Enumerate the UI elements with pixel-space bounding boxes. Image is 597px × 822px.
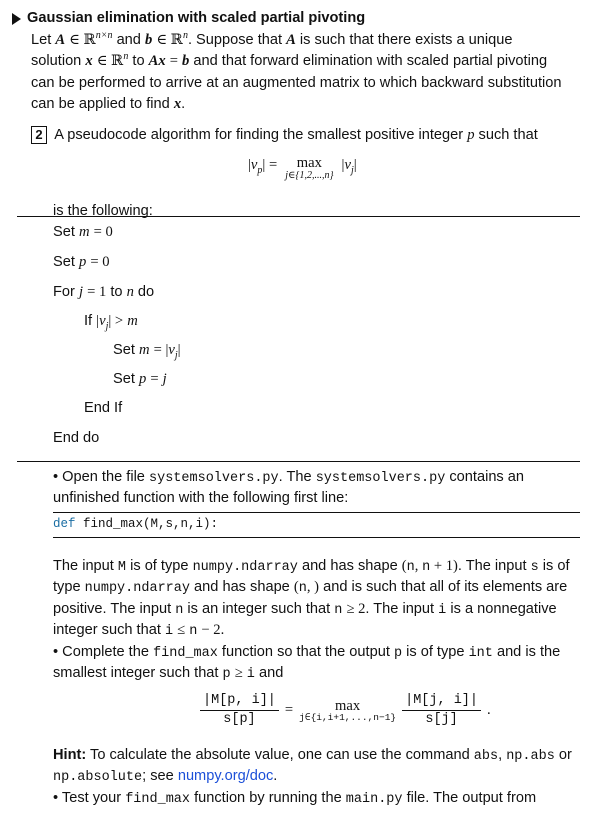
exercise-line: 2 A pseudocode algorithm for finding the smallest positive integer p such that xyxy=(31,125,581,147)
input-desc-1: The input M is of type numpy.ndarray and has shape (n, n + 1). The input s is of xyxy=(53,558,570,575)
intro-line-1: Let A ∈ ℝ$^{n\times n}$ and b ∈ ℝ$^n$. Suppose that A is such that there exists a unique xyxy=(31,30,513,48)
triangle-bullet-icon xyxy=(12,13,21,25)
input-desc-2: type numpy.ndarray and has shape (n, ) and is such that all of its elements are xyxy=(53,579,568,596)
intro-line-3: can be performed to arrive at an augmented matrix to which backward substitution xyxy=(31,75,562,91)
input-desc-3: positive. The input n is an integer such that n ≥ 2. The input i is a nonnegative xyxy=(53,601,557,618)
section-title xyxy=(12,8,365,30)
code-bottom-rule xyxy=(53,537,580,538)
pseudocode-heading: is the following: xyxy=(53,203,153,219)
bullet-open-file-2: unfinished function with the following first line: xyxy=(53,490,349,506)
pseudo-line-1: Set m = 0 xyxy=(53,224,113,240)
intro-line-4: can be applied to find x. xyxy=(31,96,186,112)
code-top-rule xyxy=(53,512,580,513)
ratio-formula: $\frac{|M[p, i]|}{s[p]}$ = max j∈{i,i+1,...,n−1} $\frac{|M[j, i]|}{s[j]}$ . xyxy=(200,692,491,729)
pseudo-line-5: Set $m = |v_j|$ xyxy=(113,342,181,361)
max-formula: $|v_p|$ = max j∈{1,2,...,n} $|v_j|$ xyxy=(248,155,357,181)
code-line: def find_max(M,s,n,i): xyxy=(53,517,219,531)
pseudocode-bottom-rule xyxy=(17,461,580,462)
pseudo-line-2: Set p = 0 xyxy=(53,254,110,270)
bullet-test: • Test your find_max function by running the main.py file. The output from xyxy=(53,790,537,807)
numpy-doc-link[interactable]: numpy.org/doc xyxy=(177,768,274,784)
section-title-text: Gaussian elimination with scaled partial pivoting xyxy=(27,10,366,26)
hint-line-1: Hint: To calculate the absolute value, one can use the command abs, np.abs or xyxy=(53,747,572,764)
bullet-open-file: • Open the file systemsolvers.py. The systemsolvers.py contains an xyxy=(53,469,525,486)
bullet-complete-2: smallest integer such that p ≥ i and xyxy=(53,665,284,682)
bullet-complete: • Complete the find_max function so that the output p is of type int and is the xyxy=(53,644,561,661)
hint-line-2: np.absolute; see numpy.org/doc. xyxy=(53,768,278,785)
input-desc-4: integer such that i ≤ n − 2. xyxy=(53,622,225,639)
pseudo-line-8: End do xyxy=(53,430,100,446)
pseudo-line-3: For j = 1 to n do xyxy=(53,284,155,300)
pseudo-line-6: Set p = j xyxy=(113,371,167,387)
pseudo-line-4: If $|v_j| > m$ xyxy=(84,313,138,332)
pseudo-line-7: End If xyxy=(84,400,123,416)
exercise-number: 2 xyxy=(31,126,47,144)
intro-line-2: solution x ∈ ℝ$^n$ to Ax = b and that forward elimination with scaled partial pivoting xyxy=(31,51,548,69)
